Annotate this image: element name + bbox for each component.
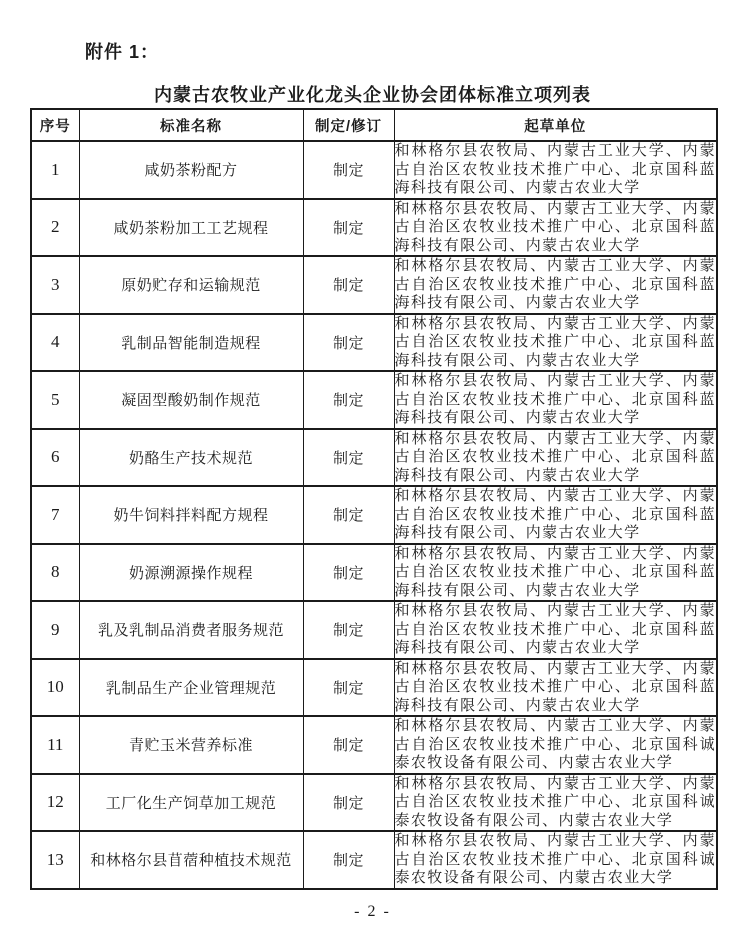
table-row bbox=[31, 256, 717, 314]
formulate-revise-cell: 制定 bbox=[303, 314, 394, 372]
table-row bbox=[31, 314, 717, 372]
column-header-name: 标准名称 bbox=[79, 109, 303, 141]
drafting-unit-cell: 和林格尔县农牧局、内蒙古工业大学、内蒙古自治区农牧业技术推广中心、北京国科蓝海科技有限公司、内蒙古农业大学 bbox=[394, 659, 717, 717]
formulate-revise-cell: 制定 bbox=[303, 831, 394, 889]
formulate-revise-cell: 制定 bbox=[303, 429, 394, 487]
formulate-revise-cell: 制定 bbox=[303, 371, 394, 429]
standard-name-cell: 咸奶茶粉加工工艺规程 bbox=[79, 199, 303, 257]
row-number-cell: 6 bbox=[31, 429, 79, 487]
standard-name-cell: 奶牛饲料拌料配方规程 bbox=[79, 486, 303, 544]
formulate-revise-cell: 制定 bbox=[303, 601, 394, 659]
drafting-unit-cell: 和林格尔县农牧局、内蒙古工业大学、内蒙古自治区农牧业技术推广中心、北京国科诚泰农牧设备有限公司、内蒙古农业大学 bbox=[394, 716, 717, 774]
drafting-unit-cell: 和林格尔县农牧局、内蒙古工业大学、内蒙古自治区农牧业技术推广中心、北京国科蓝海科技有限公司、内蒙古农业大学 bbox=[394, 199, 717, 257]
row-number-cell: 11 bbox=[31, 716, 79, 774]
formulate-revise-cell: 制定 bbox=[303, 256, 394, 314]
standard-name-cell: 工厂化生产饲草加工规范 bbox=[79, 774, 303, 832]
standard-name-cell: 原奶贮存和运输规范 bbox=[79, 256, 303, 314]
formulate-revise-cell: 制定 bbox=[303, 486, 394, 544]
row-number-cell: 1 bbox=[31, 141, 79, 199]
column-header-no: 序号 bbox=[31, 109, 79, 141]
table-row bbox=[31, 486, 717, 544]
table-row bbox=[31, 774, 717, 832]
row-number-cell: 13 bbox=[31, 831, 79, 889]
attachment-label: 附件 1： bbox=[85, 42, 160, 62]
formulate-revise-cell: 制定 bbox=[303, 141, 394, 199]
column-header-type: 制定/修订 bbox=[303, 109, 394, 141]
drafting-unit-cell: 和林格尔县农牧局、内蒙古工业大学、内蒙古自治区农牧业技术推广中心、北京国科蓝海科技有限公司、内蒙古农业大学 bbox=[394, 544, 717, 602]
row-number-cell: 9 bbox=[31, 601, 79, 659]
drafting-unit-cell: 和林格尔县农牧局、内蒙古工业大学、内蒙古自治区农牧业技术推广中心、北京国科蓝海科技有限公司、内蒙古农业大学 bbox=[394, 371, 717, 429]
table-row bbox=[31, 544, 717, 602]
row-number-cell: 10 bbox=[31, 659, 79, 717]
table-row bbox=[31, 199, 717, 257]
drafting-unit-cell: 和林格尔县农牧局、内蒙古工业大学、内蒙古自治区农牧业技术推广中心、北京国科诚泰农牧设备有限公司、内蒙古农业大学 bbox=[394, 774, 717, 832]
page-title: 内蒙古农牧业产业化龙头企业协会团体标准立项列表 bbox=[154, 85, 591, 105]
row-number-cell: 3 bbox=[31, 256, 79, 314]
formulate-revise-cell: 制定 bbox=[303, 199, 394, 257]
page-number: - 2 - bbox=[354, 903, 391, 920]
row-number-cell: 12 bbox=[31, 774, 79, 832]
drafting-unit-cell: 和林格尔县农牧局、内蒙古工业大学、内蒙古自治区农牧业技术推广中心、北京国科诚泰农牧设备有限公司、内蒙古农业大学 bbox=[394, 831, 717, 889]
row-number-cell: 2 bbox=[31, 199, 79, 257]
drafting-unit-cell: 和林格尔县农牧局、内蒙古工业大学、内蒙古自治区农牧业技术推广中心、北京国科蓝海科技有限公司、内蒙古农业大学 bbox=[394, 256, 717, 314]
table-row bbox=[31, 716, 717, 774]
drafting-unit-cell: 和林格尔县农牧局、内蒙古工业大学、内蒙古自治区农牧业技术推广中心、北京国科蓝海科技有限公司、内蒙古农业大学 bbox=[394, 429, 717, 487]
row-number-cell: 4 bbox=[31, 314, 79, 372]
header-row bbox=[31, 109, 717, 141]
standard-name-cell: 奶源溯源操作规程 bbox=[79, 544, 303, 602]
table-row bbox=[31, 141, 717, 199]
standard-name-cell: 和林格尔县苜蓿种植技术规范 bbox=[79, 831, 303, 889]
table-body bbox=[31, 141, 717, 889]
standard-name-cell: 乳制品智能制造规程 bbox=[79, 314, 303, 372]
standard-name-cell: 咸奶茶粉配方 bbox=[79, 141, 303, 199]
standards-table bbox=[30, 108, 718, 890]
standard-name-cell: 乳及乳制品消费者服务规范 bbox=[79, 601, 303, 659]
drafting-unit-cell: 和林格尔县农牧局、内蒙古工业大学、内蒙古自治区农牧业技术推广中心、北京国科蓝海科技有限公司、内蒙古农业大学 bbox=[394, 486, 717, 544]
table-row bbox=[31, 659, 717, 717]
standard-name-cell: 奶酪生产技术规范 bbox=[79, 429, 303, 487]
formulate-revise-cell: 制定 bbox=[303, 544, 394, 602]
drafting-unit-cell: 和林格尔县农牧局、内蒙古工业大学、内蒙古自治区农牧业技术推广中心、北京国科蓝海科技有限公司、内蒙古农业大学 bbox=[394, 601, 717, 659]
table-row bbox=[31, 831, 717, 889]
table-row bbox=[31, 601, 717, 659]
formulate-revise-cell: 制定 bbox=[303, 774, 394, 832]
table-header bbox=[31, 109, 717, 141]
drafting-unit-cell: 和林格尔县农牧局、内蒙古工业大学、内蒙古自治区农牧业技术推广中心、北京国科蓝海科技有限公司、内蒙古农业大学 bbox=[394, 314, 717, 372]
standard-name-cell: 乳制品生产企业管理规范 bbox=[79, 659, 303, 717]
row-number-cell: 7 bbox=[31, 486, 79, 544]
formulate-revise-cell: 制定 bbox=[303, 659, 394, 717]
table-row bbox=[31, 371, 717, 429]
column-header-unit: 起草单位 bbox=[394, 109, 717, 141]
standard-name-cell: 凝固型酸奶制作规范 bbox=[79, 371, 303, 429]
row-number-cell: 8 bbox=[31, 544, 79, 602]
standard-name-cell: 青贮玉米营养标准 bbox=[79, 716, 303, 774]
row-number-cell: 5 bbox=[31, 371, 79, 429]
table-row bbox=[31, 429, 717, 487]
formulate-revise-cell: 制定 bbox=[303, 716, 394, 774]
drafting-unit-cell: 和林格尔县农牧局、内蒙古工业大学、内蒙古自治区农牧业技术推广中心、北京国科蓝海科技有限公司、内蒙古农业大学 bbox=[394, 141, 717, 199]
